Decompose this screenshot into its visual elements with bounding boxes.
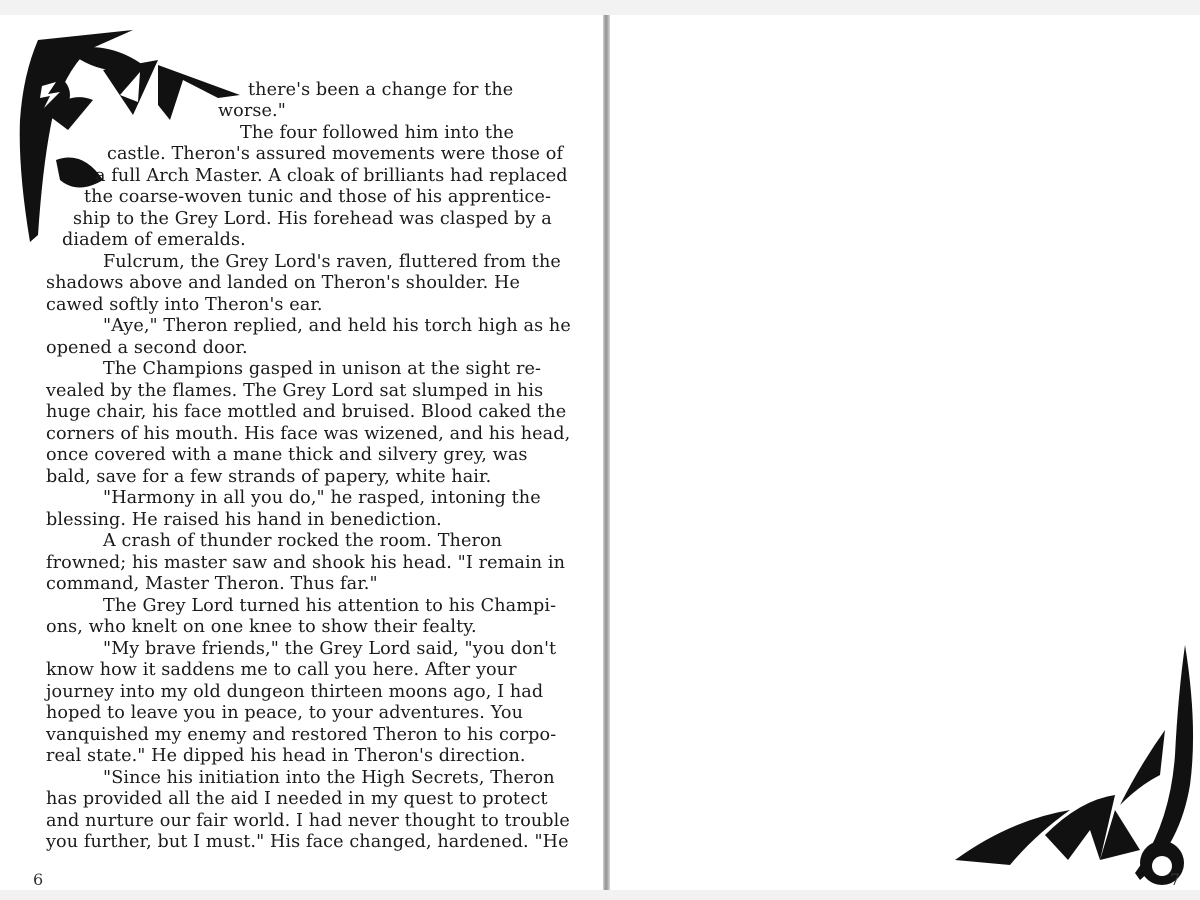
- left-text-line: ons, who knelt on one knee to show their fealty.: [46, 617, 477, 637]
- book-spine: [603, 15, 610, 890]
- left-text-line: castle. Theron's assured movements were those of: [107, 144, 564, 164]
- left-text-line: frowned; his master saw and shook his head. "I remain in: [46, 553, 566, 573]
- left-text-line: once covered with a mane thick and silvery grey, was: [46, 445, 528, 465]
- left-text-line: huge chair, his face mottled and bruised. Blood caked the: [46, 402, 567, 422]
- left-text-line: Fulcrum, the Grey Lord's raven, fluttered from the: [103, 252, 561, 272]
- left-text-line: bald, save for a few strands of papery, white hair.: [46, 467, 492, 487]
- left-text-line: the coarse-woven tunic and those of his apprentice-: [84, 187, 552, 207]
- left-text-line: "My brave friends," the Grey Lord said, "you don't: [103, 639, 557, 659]
- left-text-line: "Harmony in all you do," he rasped, intoning the: [103, 488, 541, 508]
- left-text-line: hoped to leave you in peace, to your adventures. You: [46, 703, 524, 723]
- left-text-line: blessing. He raised his hand in benediction.: [46, 510, 442, 530]
- left-text-line: cawed softly into Theron's ear.: [46, 295, 323, 315]
- tribal-ornament-bottom-right: [950, 635, 1200, 890]
- left-text-line: there's been a change for the: [248, 80, 514, 100]
- left-text-line: journey into my old dungeon thirteen moons ago, I had: [46, 682, 544, 702]
- left-text-line: has provided all the aid I needed in my quest to protect: [46, 789, 548, 809]
- page-number-right: 7: [1170, 870, 1181, 889]
- left-text-line: and nurture our fair world. I had never thought to trouble: [46, 811, 570, 831]
- left-text-line: "Since his initiation into the High Secrets, Theron: [103, 768, 555, 788]
- left-text-line: The Champions gasped in unison at the sight re-: [103, 359, 542, 379]
- left-text-line: diadem of emeralds.: [62, 230, 246, 250]
- left-text-line: you further, but I must." His face changed, hardened. "He: [46, 832, 569, 852]
- left-text-line: shadows above and landed on Theron's shoulder. He: [46, 273, 521, 293]
- left-text-line: opened a second door.: [46, 338, 248, 358]
- scan-top-margin: [0, 0, 1200, 15]
- left-text-line: command, Master Theron. Thus far.": [46, 574, 378, 594]
- left-text-line: A crash of thunder rocked the room. Theron: [103, 531, 503, 551]
- left-text-line: know how it saddens me to call you here. After your: [46, 660, 517, 680]
- page-number-left: 6: [33, 870, 44, 889]
- left-text-line: corners of his mouth. His face was wizened, and his head,: [46, 424, 571, 444]
- left-text-line: a full Arch Master. A cloak of brilliants had replaced: [95, 166, 568, 186]
- left-text-line: vanquished my enemy and restored Theron to his corpo-: [46, 725, 557, 745]
- right-page: [610, 15, 1200, 890]
- left-text-line: The four followed him into the: [240, 123, 515, 143]
- left-text-line: The Grey Lord turned his attention to his Champi-: [103, 596, 557, 616]
- left-text-line: "Aye," Theron replied, and held his torch high as he: [103, 316, 571, 336]
- left-text-line: real state." He dipped his head in Theron's direction.: [46, 746, 526, 766]
- left-page: [0, 15, 603, 890]
- left-text-line: vealed by the flames. The Grey Lord sat slumped in his: [46, 381, 544, 401]
- left-text-line: ship to the Grey Lord. His forehead was clasped by a: [73, 209, 552, 229]
- left-text-line: worse.": [218, 101, 286, 121]
